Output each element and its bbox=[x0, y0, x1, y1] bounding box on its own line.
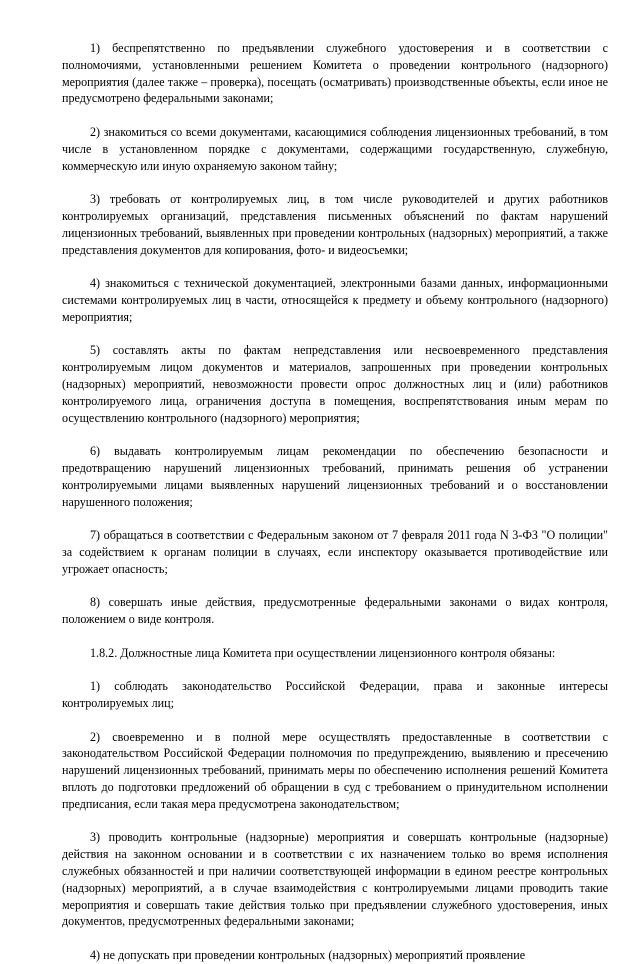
paragraph-duty-2: 2) своевременно и в полной мере осуществлять предоставленные в соответствии с законодательством Российской Федерации полномочия по предупреждению, выявлению и пресечению нарушений лицензионных требований, принимать меры по обеспечению исполнения решений Комитета вплоть до подготовки предложений об обращении в суд с требованием о принудительном исполнении предписания, если такая мера предусмотрена законодательством; bbox=[62, 729, 608, 811]
paragraph-right-5: 5) составлять акты по фактам непредставления или несвоевременного представления контролируемым лицом документов и материалов, запрошенных при проведении контрольных (надзорных) мероприятий, невозможности провести опрос должностных лиц и (или) работников контролируемого лица, ограничения доступа в помещения, воспрепятствования иным мерам по осуществлению контрольного (надзорного) мероприятия; bbox=[62, 343, 608, 425]
paragraph-right-3: 3) требовать от контролируемых лиц, в том числе руководителей и других работников контролируемых организаций, представления письменных объяснений по фактам нарушений лицензионных требований, выявленных при проведении контрольных (надзорных) мероприятий, а также представления документов для копирования, фото- и видеосъемки; bbox=[62, 192, 608, 257]
paragraph-right-2: 2) знакомиться со всеми документами, касающимися соблюдения лицензионных требований, в том числе в установленном порядке с документами, содержащими государственную, служебную, коммерческую или иную охраняемую законом тайну; bbox=[62, 124, 608, 173]
paragraph-right-7: 7) обращаться в соответствии с Федеральным законом от 7 февраля 2011 года N 3-ФЗ "О полиции" за содействием к органам полиции в случаях, если инспектору оказывается противодействие или угрожает опасность; bbox=[62, 528, 608, 576]
section-heading-1-8-2: 1.8.2. Должностные лица Комитета при осуществлении лицензионного контроля обязаны: bbox=[90, 645, 556, 660]
paragraph-right-6: 6) выдавать контролируемым лицам рекомендации по обеспечению безопасности и предотвращению нарушений лицензионных требований, принимать решения об устранении контролируемыми лицами выявленных нарушений лицензионных требований и о восстановлении нарушенного положения; bbox=[62, 444, 608, 509]
paragraph-duty-3: 3) проводить контрольные (надзорные) мероприятия и совершать контрольные (надзорные) действия на законном основании и в соответствии с их назначением только во время исполнения служебных обязанностей и при наличии соответствующей информации в едином реестре контрольных (надзорных) мероприятий, а в случае взаимодействия с контролируемыми лицами проводить такие мероприятия и совершать такие действия только при предъявлении служебного удостоверения, иных документов, предусмотренных федеральными законами; bbox=[62, 830, 608, 929]
paragraph-duty-4: 4) не допускать при проведении контрольных (надзорных) мероприятий проявление bbox=[90, 948, 526, 963]
paragraph-right-8: 8) совершать иные действия, предусмотренные федеральными законами о видах контроля, положением о виде контроля. bbox=[62, 595, 608, 627]
paragraph-duty-1: 1) соблюдать законодательство Российской Федерации, права и законные интересы контролируемых лиц; bbox=[62, 679, 608, 711]
paragraph-right-4: 4) знакомиться с технической документацией, электронными базами данных, информационными системами контролируемых лиц в части, относящейся к предмету и объему контрольного (надзорного) мероприятия; bbox=[62, 276, 608, 324]
paragraph-right-1: 1) беспрепятственно по предъявлении служебного удостоверения и в соответствии с полномочиями, установленными решением Комитета о проведении контрольного (надзорного) мероприятия (далее также – проверка), посещать (осматривать) производственные объекты, если иное не предусмотрено федеральными законами; bbox=[62, 41, 608, 106]
